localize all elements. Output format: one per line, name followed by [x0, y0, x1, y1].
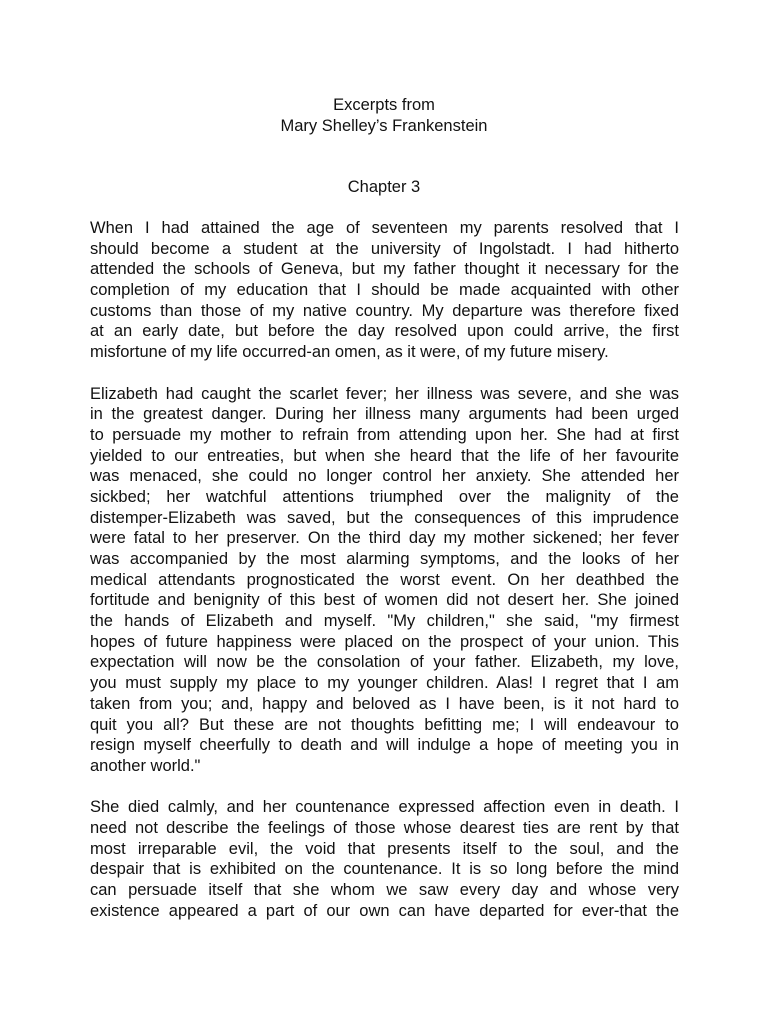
document-body [90, 218, 679, 942]
paragraph-line: hopes of future happiness were placed on the prospect of your union. This [90, 632, 679, 651]
paragraph-line: fortitude and benignity of this best of women did not desert her. She joined [90, 591, 679, 610]
paragraph-line: at an early date, but before the day resolved upon could arrive, the first [90, 322, 679, 341]
paragraph-line: you must supply my place to my younger children. Alas! I regret that I am [90, 674, 679, 693]
document-title [90, 95, 678, 137]
paragraph-line: need not describe the feelings of those whose dearest ties are rent by that [90, 818, 679, 837]
paragraph-line: can persuade itself that she whom we saw every day and whose very [90, 881, 679, 899]
paragraph-line: customs than those of my native country. My departure was therefore fixed [90, 301, 679, 320]
paragraph-line: taken from you; and, happy and beloved as I have been, is it not hard to [90, 694, 679, 713]
paragraph [90, 384, 679, 777]
paragraph-line: She died calmly, and her countenance expressed affection even in death. I [90, 798, 679, 817]
paragraph-line: was menaced, she could no longer control her anxiety. She attended her [90, 467, 679, 486]
paragraph-line: despair that is exhibited on the countenance. It is so long before the mind [90, 860, 679, 879]
paragraph-line: attended the schools of Geneva, but my father thought it necessary for the [90, 260, 679, 279]
chapter-heading: Chapter 3 [347, 178, 421, 196]
paragraph-line: was accompanied by the most alarming symptoms, and the looks of her [90, 550, 679, 568]
paragraph-line: another world." [90, 756, 201, 775]
paragraph-line: misfortune of my life occurred-an omen, as it were, of my future misery. [90, 343, 609, 362]
paragraph-line: sickbed; her watchful attentions triumphed over the malignity of the [90, 487, 679, 506]
paragraph-line: quit you all? But these are not thoughts befitting me; I will endeavour to [90, 715, 679, 734]
paragraph-line: in the greatest danger. During her illness many arguments had been urged [90, 405, 679, 424]
paragraph-line: completion of my education that I should be made acquainted with other [90, 281, 679, 300]
paragraph-line: Elizabeth had caught the scarlet fever; her illness was severe, and she was [90, 384, 679, 403]
paragraph-line: yielded to our entreaties, but when she heard that the life of her favourite [90, 446, 679, 465]
paragraph-line: were fatal to her preserver. On the third day my mother sickened; her fever [90, 529, 679, 548]
paragraph-line: to persuade my mother to refrain from attending upon her. She had at first [90, 425, 679, 444]
paragraph-line: medical attendants prognosticated the worst event. On her deathbed the [90, 570, 679, 589]
paragraph-line: distemper-Elizabeth was saved, but the consequences of this imprudence [90, 508, 679, 527]
paragraph-line: should become a student at the university of Ingolstadt. I had hitherto [90, 239, 679, 258]
paragraph [90, 218, 679, 363]
paragraph-line: existence appeared a part of our own can have departed for ever-that the [90, 901, 679, 920]
paragraph-line: When I had attained the age of seventeen my parents resolved that I [90, 219, 679, 237]
paragraph-line: the hands of Elizabeth and myself. "My children," she said, "my firmest [90, 612, 679, 631]
paragraph-line: resign myself cheerfully to death and will indulge a hope of meeting you in [90, 736, 679, 755]
paragraph-line: most irreparable evil, the void that presents itself to the soul, and the [90, 839, 679, 858]
title-line-excerpts: Excerpts from [333, 96, 435, 114]
paragraph [90, 797, 679, 921]
paragraph-line: expectation will now be the consolation of your father. Elizabeth, my love, [90, 653, 679, 672]
title-line-work: Mary Shelley’s Frankenstein [280, 117, 488, 135]
